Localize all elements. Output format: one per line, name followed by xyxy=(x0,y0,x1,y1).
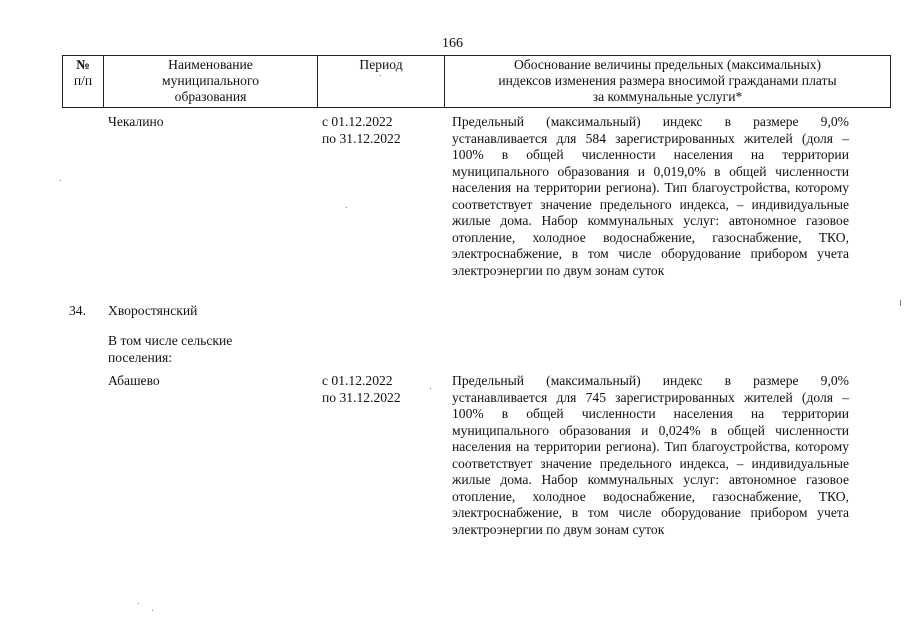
row-period-abashevo xyxy=(322,373,422,406)
period-to: по 31.12.2022 xyxy=(322,130,401,146)
scan-speckle xyxy=(138,603,139,604)
scan-speckle xyxy=(380,75,381,76)
header-name-line: муниципального xyxy=(161,73,259,88)
header-basis-line: за коммунальные услуги* xyxy=(592,89,743,104)
scan-speckle xyxy=(900,300,901,306)
header-name-line: Наименование xyxy=(168,57,253,72)
header-period xyxy=(318,56,445,108)
scan-speckle xyxy=(430,388,431,389)
period-to: по 31.12.2022 xyxy=(322,389,401,405)
row-subheading-rural: В том числе сельские поселения: xyxy=(108,333,233,365)
table-header xyxy=(62,55,891,108)
scan-speckle xyxy=(60,180,61,181)
period-from: с 01.12.2022 xyxy=(322,114,393,129)
header-basis-line: Обоснование величины предельных (максимальных) xyxy=(513,57,822,72)
header-number xyxy=(63,56,104,108)
period-from: с 01.12.2022 xyxy=(322,373,393,388)
row-name-khvorostyansky: Хворостянский xyxy=(108,303,198,318)
header-basis-line: индексов изменения размера вносимой гражданами платы xyxy=(498,73,837,88)
header-name-line: образования xyxy=(174,89,247,104)
row-basis-chekalino: Предельный (максимальный) индекс в размере 9,0% устанавливается для 584 зарегистрированных жителей (доля – 100% в общей численности населения на территории муниципального образования и 0,019,0% в общей численности населения на территории региона). Тип благоустройства, которому соответствует значение предельного индекса, – индивидуальные жилые дома. Набор коммунальных услуг: автономное газовое отопление, холодное водоснабжение, газоснабжение, ТКО, электроснабжение, в том числе оборудование прибором учета электроэнергии по двум зонам суток xyxy=(452,114,849,278)
row-number-34: 34. xyxy=(69,303,86,318)
header-basis xyxy=(445,56,891,108)
row-basis-abashevo: Предельный (максимальный) индекс в размере 9,0% устанавливается для 745 зарегистрированных жителей (доля – 100% в общей численности населения на территории муниципального образования и 0,024% в общей численности населения на территории региона). Тип благоустройства, которому соответствует значение предельного индекса, – индивидуальные жилые дома. Набор коммунальных услуг: автономное газовое отопление, холодное водоснабжение, газоснабжение, ТКО, электроснабжение, в том числе оборудование прибором учета электроэнергии по двум зонам суток xyxy=(452,373,849,537)
header-name xyxy=(104,56,318,108)
header-period-label: Период xyxy=(359,57,403,72)
row-name-abashevo: Абашево xyxy=(108,373,160,388)
row-period-chekalino xyxy=(322,114,422,147)
scan-speckle xyxy=(346,207,347,208)
page-number: 166 xyxy=(442,36,463,51)
row-name-chekalino: Чекалино xyxy=(108,114,164,129)
scan-speckle xyxy=(152,610,153,611)
header-number-sign: № xyxy=(76,57,90,72)
header-number-abbr: п/п xyxy=(73,73,93,88)
